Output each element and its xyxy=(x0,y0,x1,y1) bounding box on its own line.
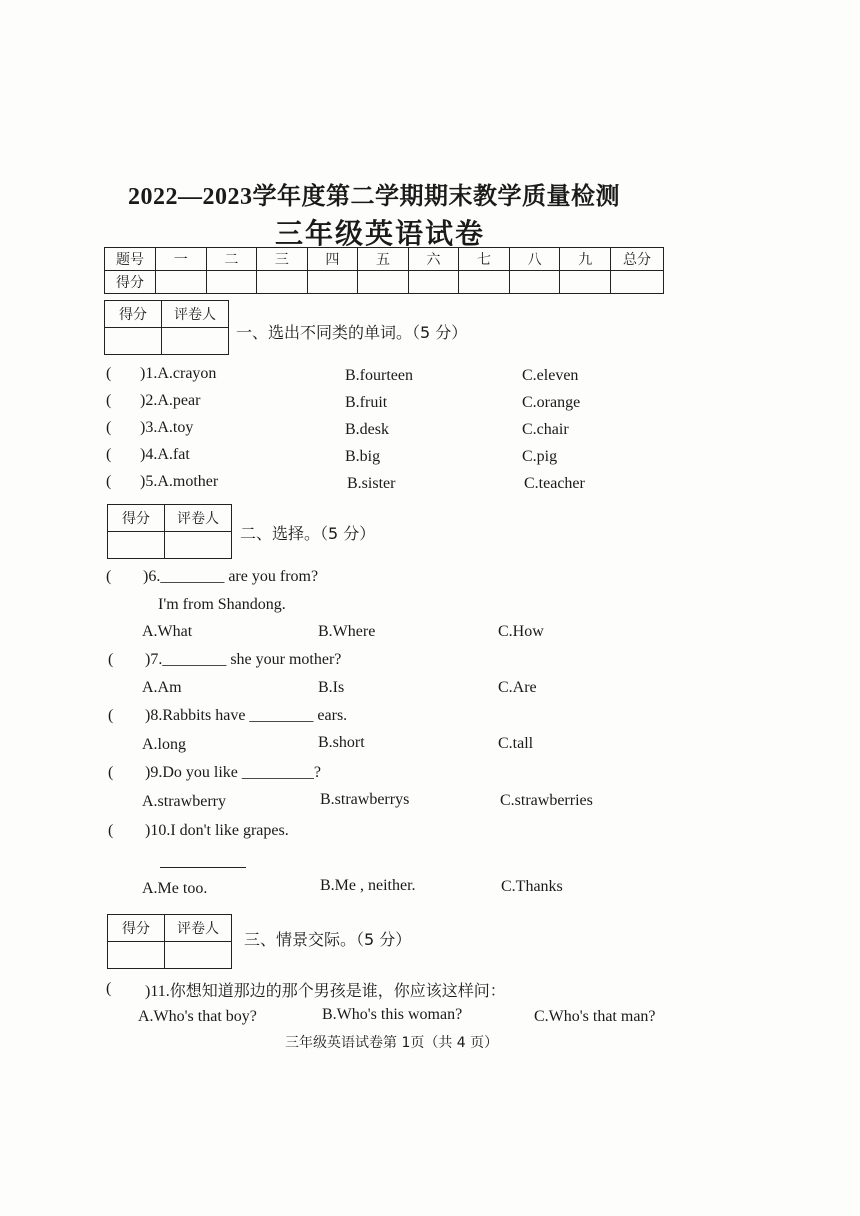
option-b: B.fourteen xyxy=(345,367,413,384)
section-heading: 一、选出不同类的单词。（5 分） xyxy=(236,323,468,342)
score-input-cell[interactable] xyxy=(206,271,257,294)
grader-score-cell[interactable] xyxy=(108,532,165,559)
score-input-cell[interactable] xyxy=(408,271,459,294)
score-input-cell[interactable] xyxy=(307,271,358,294)
score-table-cell: 四 xyxy=(307,248,358,271)
score-table-cell: 题号 xyxy=(105,248,156,271)
score-table-cell: 一 xyxy=(156,248,207,271)
option-c: C.strawberries xyxy=(500,792,593,809)
option-c: C.chair xyxy=(522,421,569,438)
grader-name-cell[interactable] xyxy=(165,532,232,559)
answer-paren[interactable]: ( xyxy=(106,419,112,436)
option-a: A.Am xyxy=(142,679,182,696)
grader-score-cell[interactable] xyxy=(108,942,165,969)
grader-score-label: 得分 xyxy=(108,505,165,532)
option-a: A.strawberry xyxy=(142,793,226,810)
option-b: B.big xyxy=(345,448,381,465)
grader-score-label: 得分 xyxy=(105,301,162,328)
option-a: A.What xyxy=(142,623,193,640)
question-stem: )1.A.crayon xyxy=(140,365,217,382)
grader-score-label: 得分 xyxy=(108,915,165,942)
exam-title: 2022—2023学年度第二学期期末教学质量检测 xyxy=(128,184,620,210)
score-input-cell[interactable] xyxy=(358,271,409,294)
score-table-cell: 二 xyxy=(206,248,257,271)
grader-name-cell[interactable] xyxy=(165,942,232,969)
option-c: C.tall xyxy=(498,735,534,752)
score-table-cell: 六 xyxy=(408,248,459,271)
answer-paren[interactable]: ( xyxy=(106,392,112,409)
score-input-cell[interactable] xyxy=(156,271,207,294)
question-stem: )7.________ she your mother? xyxy=(145,651,342,668)
option-b: B.sister xyxy=(347,475,396,492)
grader-score-cell[interactable] xyxy=(105,328,162,355)
section-heading: 二、选择。（5 分） xyxy=(240,524,376,543)
answer-paren[interactable]: ( xyxy=(106,365,112,382)
option-a: A.long xyxy=(142,736,186,753)
score-table-cell: 九 xyxy=(560,248,611,271)
score-table xyxy=(104,247,664,294)
answer-paren[interactable]: ( xyxy=(106,473,112,490)
score-table-score-row xyxy=(105,271,664,294)
option-b: B.fruit xyxy=(345,394,388,411)
option-b: B.short xyxy=(318,734,365,751)
score-table-header-row xyxy=(105,248,664,271)
option-c: C.pig xyxy=(522,448,558,465)
question-stem: )10.I don't like grapes. xyxy=(145,822,289,839)
score-table-cell: 三 xyxy=(257,248,308,271)
question-stem: )2.A.pear xyxy=(140,392,201,409)
score-input-cell[interactable] xyxy=(459,271,510,294)
question-stem: )6.________ are you from? xyxy=(143,568,319,585)
answer-paren[interactable]: ( xyxy=(108,822,114,839)
option-b: B.Who's this woman? xyxy=(322,1006,463,1023)
answer-paren[interactable]: ( xyxy=(108,651,114,668)
option-c: C.Thanks xyxy=(501,878,563,895)
question-stem: )3.A.toy xyxy=(140,419,194,436)
grader-box xyxy=(107,504,232,559)
section-heading: 三、情景交际。（5 分） xyxy=(244,930,412,949)
question-stem: )11.你想知道那边的那个男孩是谁，你应该这样问： xyxy=(145,983,506,1000)
grader-box xyxy=(107,914,232,969)
option-c: C.eleven xyxy=(522,367,579,384)
question-stem: )9.Do you like _________? xyxy=(145,764,321,781)
score-table-cell: 七 xyxy=(459,248,510,271)
score-table-cell: 总分 xyxy=(611,248,664,271)
score-input-cell[interactable] xyxy=(611,271,664,294)
option-c: C.How xyxy=(498,623,544,640)
answer-paren[interactable]: ( xyxy=(108,764,114,781)
option-c: C.orange xyxy=(522,394,581,411)
grader-name-cell[interactable] xyxy=(162,328,229,355)
page-footer: 三年级英语试卷第 1页（共 4 页） xyxy=(285,1035,499,1051)
score-input-cell[interactable] xyxy=(257,271,308,294)
grader-name-label: 评卷人 xyxy=(162,301,229,328)
option-b: B.Me , neither. xyxy=(320,877,416,894)
option-a: A.Me too. xyxy=(142,880,208,897)
option-c: C.teacher xyxy=(524,475,585,492)
question-stem: )5.A.mother xyxy=(140,473,219,490)
option-b: B.desk xyxy=(345,421,389,438)
option-a: A.Who's that boy? xyxy=(138,1008,257,1025)
option-b: B.Where xyxy=(318,623,376,640)
score-table-cell: 八 xyxy=(509,248,560,271)
option-c: C.Who's that man? xyxy=(534,1008,656,1025)
grader-name-label: 评卷人 xyxy=(165,505,232,532)
option-b: B.strawberrys xyxy=(320,791,410,808)
question-stem: )4.A.fat xyxy=(140,446,190,463)
score-table-cell: 五 xyxy=(358,248,409,271)
answer-paren[interactable]: ( xyxy=(106,980,112,997)
question-stem: )8.Rabbits have ________ ears. xyxy=(145,707,348,724)
grader-name-label: 评卷人 xyxy=(165,915,232,942)
exam-subtitle: 三年级英语试卷 xyxy=(275,219,486,250)
answer-paren[interactable]: ( xyxy=(106,568,112,585)
score-table-cell: 得分 xyxy=(105,271,156,294)
answer-paren[interactable]: ( xyxy=(108,707,114,724)
score-input-cell[interactable] xyxy=(509,271,560,294)
option-c: C.Are xyxy=(498,679,537,696)
answer-paren[interactable]: ( xyxy=(106,446,112,463)
score-input-cell[interactable] xyxy=(560,271,611,294)
question-context: I'm from Shandong. xyxy=(158,596,286,613)
grader-box xyxy=(104,300,229,355)
option-b: B.Is xyxy=(318,679,345,696)
response-blank[interactable] xyxy=(160,867,246,868)
